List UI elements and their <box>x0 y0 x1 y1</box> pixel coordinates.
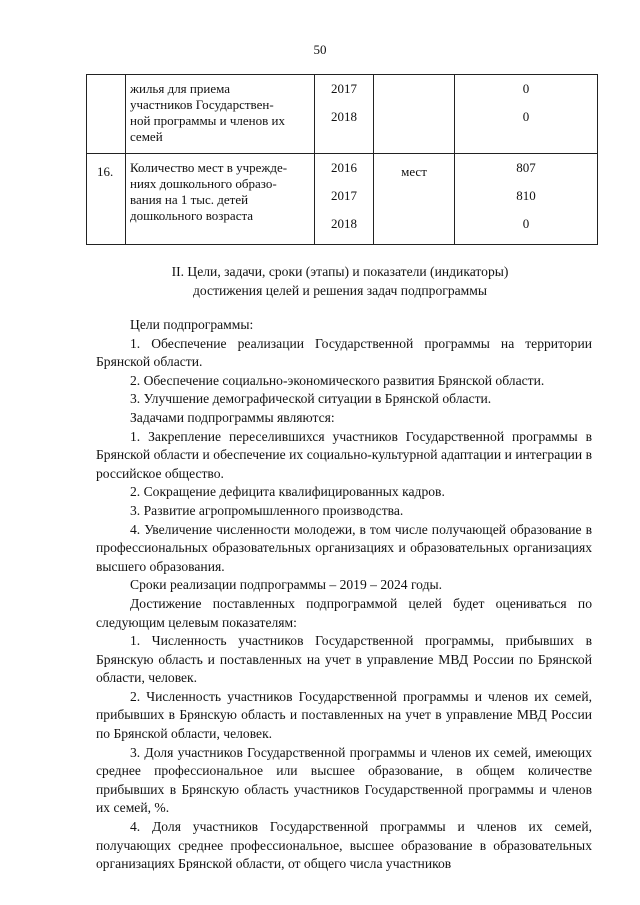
indicator-value: 810 <box>516 188 536 203</box>
row-number: 16. <box>97 164 114 179</box>
paragraph: 4. Доля участников Государственной программы и членов их семей, получающих среднее профессиональное, высшее образование в образовательных организациях Брянской области, от общего числа участников <box>96 819 592 872</box>
paragraph: 4. Увеличение численности молодежи, в том числе получающей образование в профессиональных образовательных организациях и образовательных организациях высшего образования. <box>96 521 592 574</box>
indicator-value: 807 <box>516 160 536 175</box>
table-row <box>87 154 598 245</box>
indicator-name-cell <box>126 75 315 154</box>
indicator-name-line: ниях дошкольного образо- <box>130 176 277 191</box>
paragraph: Сроки реализации подпрограммы – 2019 – 2024 годы. <box>130 577 443 593</box>
indicator-name-line: участников Государствен- <box>130 97 274 112</box>
paragraph: 3. Улучшение демографической ситуации в Брянской области. <box>130 391 492 407</box>
year-value: 2018 <box>331 216 357 231</box>
page-number: 50 <box>313 42 327 57</box>
indicator-name-line: ной программы и членов их <box>130 113 285 128</box>
section-heading-line: II. Цели, задачи, сроки (этапы) и показатели (индикаторы) <box>171 264 509 279</box>
year-cell <box>315 75 374 154</box>
indicator-name-cell <box>126 154 315 245</box>
unit-value: мест <box>401 164 427 179</box>
indicator-name-line: Количество мест в учрежде- <box>130 160 288 175</box>
paragraph: 2. Численность участников Государственной программы и членов их семей, прибывших в Брянскую область и поставленных на учет в управление МВД России по Брянской области, человек. <box>96 688 592 742</box>
value-cell <box>455 75 598 154</box>
paragraph: 2. Обеспечение социально-экономического развития Брянской области. <box>130 372 545 388</box>
paragraph: 3. Доля участников Государственной программы и членов их семей, имеющих среднее профессиональное или высшее образование, в общем количестве прибывших в Брянскую область участников Государственной программы и членов их семей, %. <box>96 744 592 816</box>
year-value: 2017 <box>331 188 357 203</box>
indicator-name-line: вания на 1 тыс. детей <box>130 192 249 207</box>
indicator-name-line: семей <box>130 129 163 144</box>
value-cell <box>455 154 598 245</box>
indicator-value: 0 <box>522 81 530 96</box>
table-row <box>87 75 598 154</box>
paragraph: 3. Развитие агропромышленного производства. <box>130 502 404 518</box>
row-number-cell <box>87 75 126 154</box>
indicator-name-line: дошкольного возраста <box>130 208 254 223</box>
indicator-value: 0 <box>522 216 530 231</box>
indicator-value: 0 <box>522 109 530 124</box>
row-number <box>87 75 125 85</box>
indicator-name <box>126 75 314 145</box>
paragraph: Достижение поставленных подпрограммой целей будет оцениваться по следующим целевым показателям: <box>96 595 592 630</box>
paragraph: Задачами подпрограммы являются: <box>130 409 335 425</box>
paragraph: Цели подпрограммы: <box>130 317 254 332</box>
paragraph: 2. Сокращение дефицита квалифицированных кадров. <box>130 484 445 500</box>
paragraph: 1. Обеспечение реализации Государственной программы на территории Брянской области. <box>96 335 592 370</box>
paragraph: 1. Закрепление переселившихся участников Государственной программы в Брянской области и обеспечение их социально-культурной адаптации и интеграции в российское общество. <box>96 428 592 481</box>
section-heading-line: достижения целей и решения задач подпрограммы <box>192 283 487 298</box>
year-cell <box>315 154 374 245</box>
section-heading <box>90 262 590 300</box>
body-text <box>96 316 592 874</box>
indicator-name <box>126 154 314 224</box>
row-number-cell <box>87 154 126 245</box>
year-value: 2018 <box>331 109 357 124</box>
indicators-table <box>86 74 598 245</box>
unit-value <box>374 75 454 85</box>
year-value: 2017 <box>331 81 357 96</box>
indicator-name-line: жилья для приема <box>130 81 231 96</box>
year-value: 2016 <box>331 160 357 175</box>
unit-cell <box>374 75 455 154</box>
paragraph: 1. Численность участников Государственной программы, прибывших в Брянскую область и поставленных на учет в управление МВД России по Брянской области, человек. <box>96 633 592 686</box>
unit-cell <box>374 154 455 245</box>
